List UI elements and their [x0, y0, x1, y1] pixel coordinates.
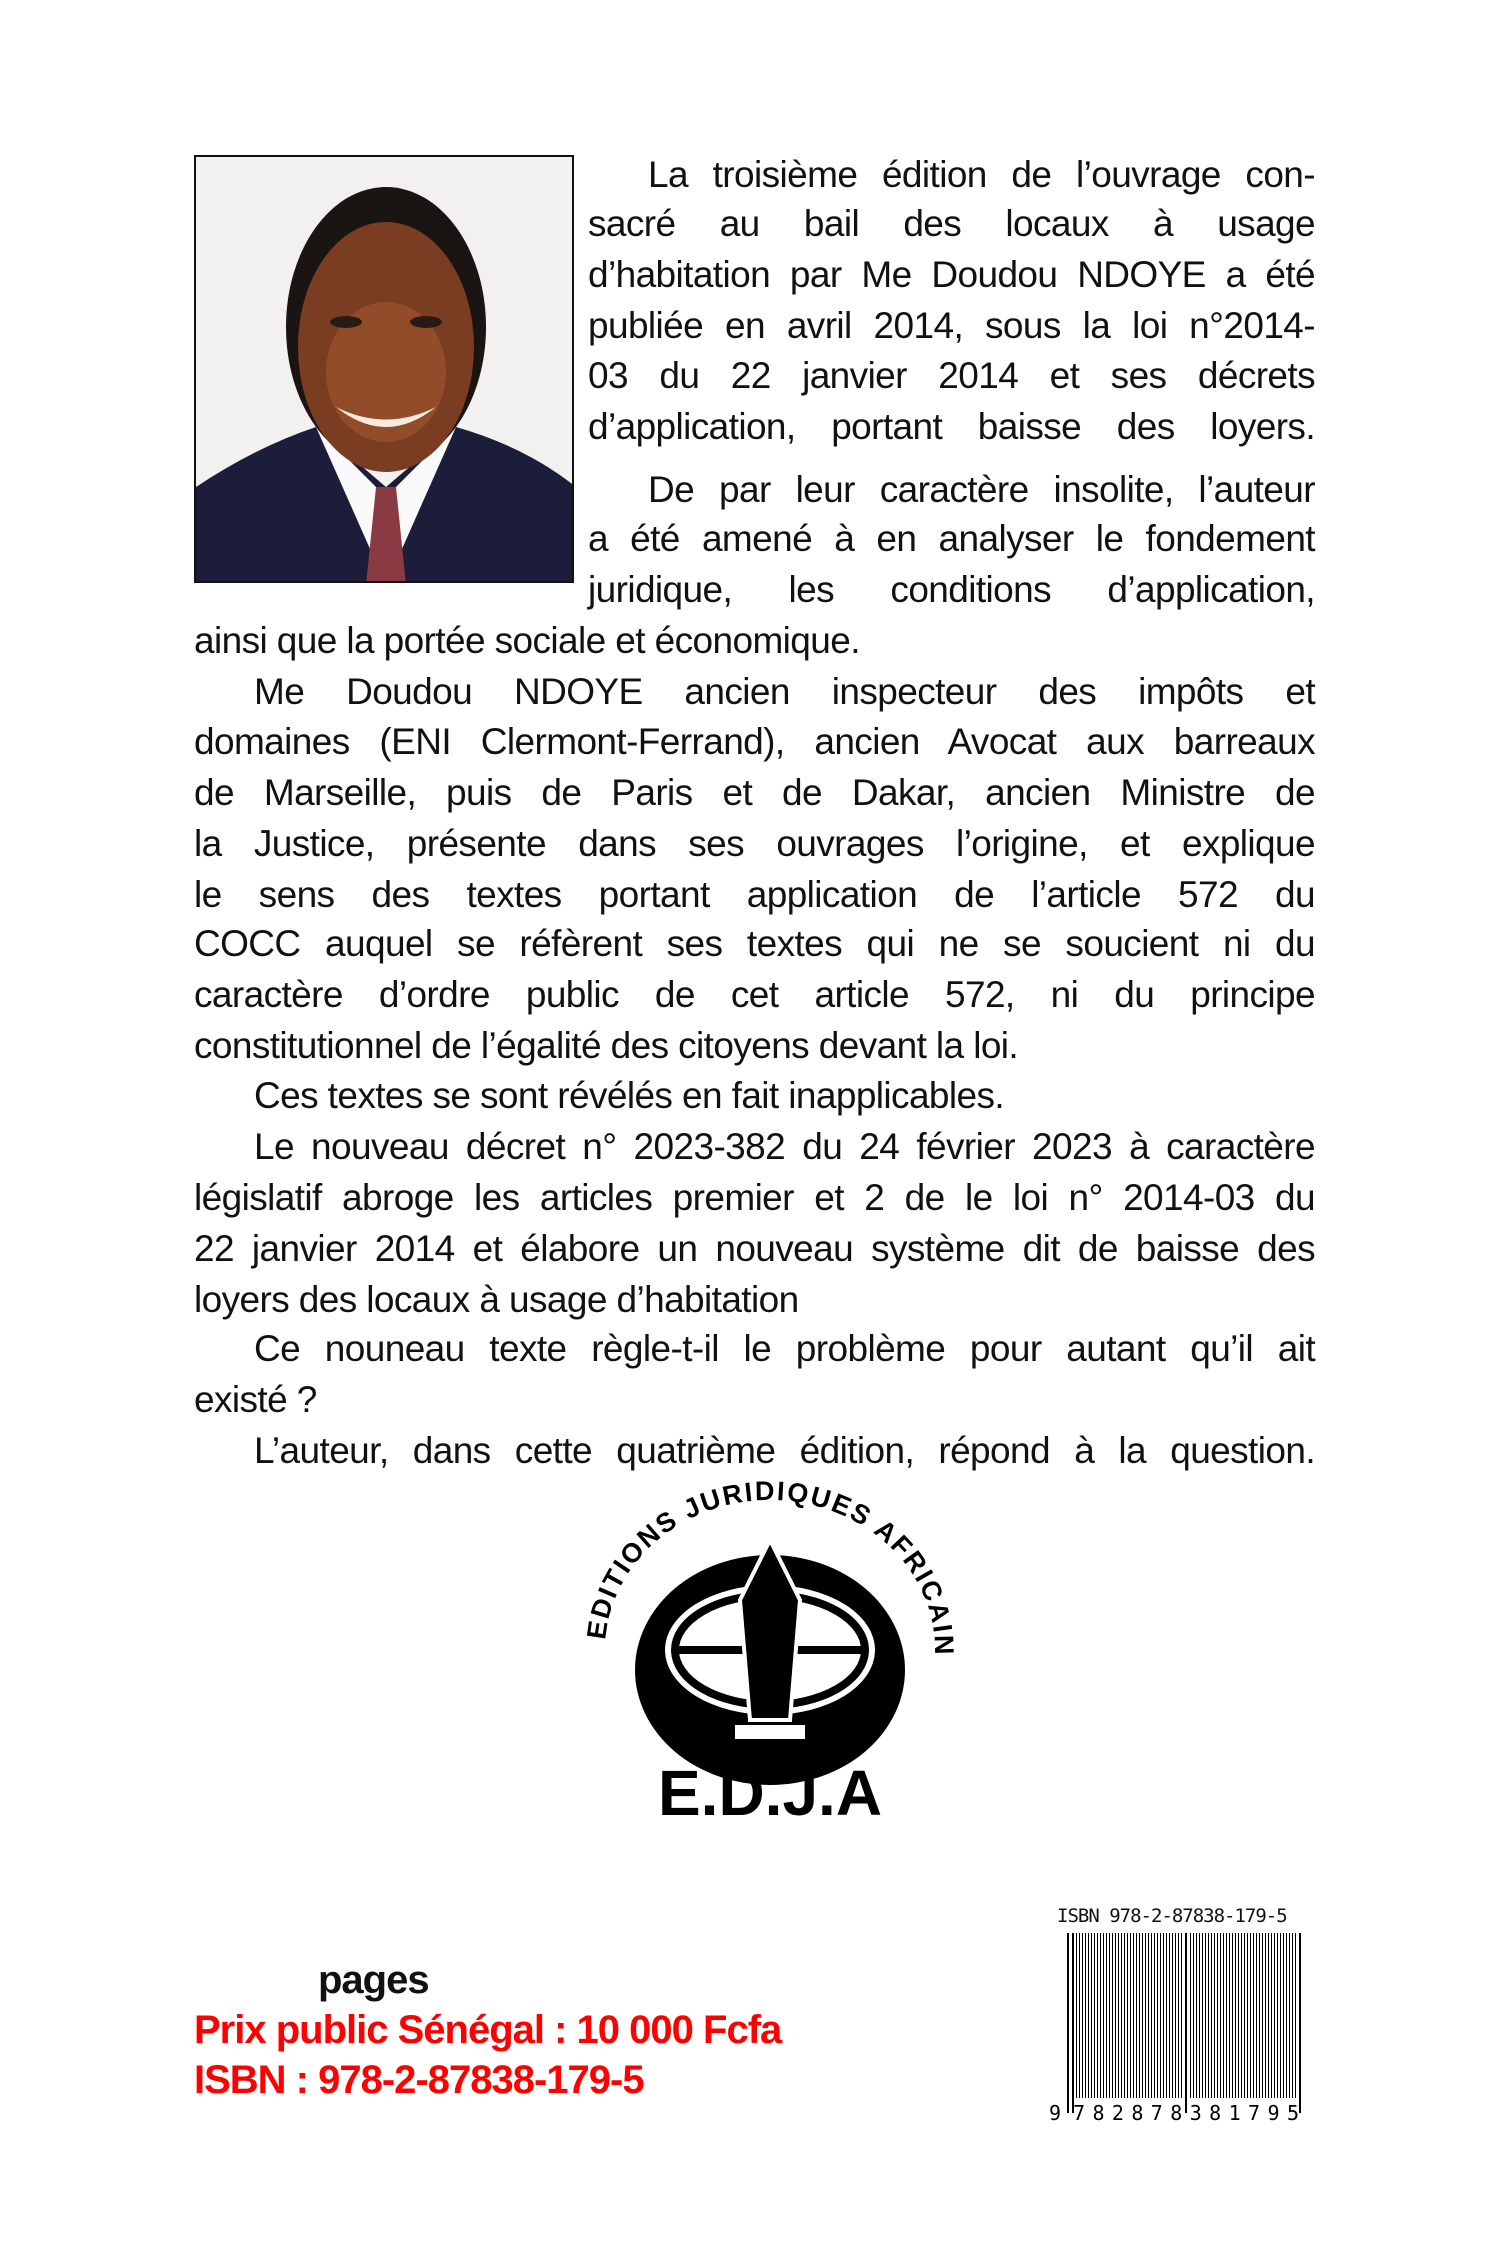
barcode-bar [1103, 1933, 1104, 2098]
barcode-bar [1124, 1933, 1125, 2098]
text-line: De par leur caractère insolite, l’auteur [648, 469, 1315, 510]
text-line: 03 du 22 janvier 2014 et ses décrets [588, 355, 1315, 396]
author-photo [194, 155, 574, 583]
barcode-bar [1157, 1933, 1158, 2098]
text-line: législatif abroge les articles premier et 2 de le loi n° 2014-03 du [194, 1177, 1315, 1218]
text-line: Le nouveau décret n° 2023-382 du 24 février 2023 à caractère [254, 1126, 1315, 1167]
barcode-bar [1268, 1933, 1269, 2098]
text-line: Ce nouneau texte règle-t-il le problème pour autant qu’il ait [254, 1328, 1315, 1369]
barcode-bar [1220, 1933, 1221, 2098]
barcode-bar [1226, 1933, 1227, 2098]
text-line: la Justice, présente dans ses ouvrages l’origine, et explique [194, 823, 1315, 864]
barcode-bar [1139, 1933, 1140, 2098]
barcode-bar [1274, 1933, 1275, 2098]
barcode [1045, 1905, 1325, 2125]
barcode-bar [1262, 1933, 1263, 2098]
barcode-bar [1286, 1933, 1287, 2098]
barcode-bar [1112, 1933, 1113, 2098]
barcode-bar [1082, 1933, 1083, 2098]
barcode-bar [1292, 1933, 1293, 2098]
barcode-bar [1127, 1933, 1128, 2098]
text-line: domaines (ENI Clermont-Ferrand), ancien Avocat aux barreaux [194, 721, 1315, 762]
barcode-bar [1223, 1933, 1224, 2098]
barcode-bar [1202, 1933, 1203, 2098]
barcode-bar [1091, 1933, 1092, 2098]
barcode-bar [1211, 1933, 1212, 2098]
barcode-bar [1238, 1933, 1239, 2098]
barcode-bar [1295, 1933, 1296, 2098]
text-line: COCC auquel se réfèrent ses textes qui ne se soucient ni du [194, 923, 1315, 964]
barcode-bar [1199, 1933, 1200, 2098]
barcode-bar [1085, 1933, 1086, 2098]
isbn-text: ISBN : 978-2-87838-179-5 [194, 2058, 644, 2102]
text-line: 22 janvier 2014 et élabore un nouveau système dit de baisse des [194, 1228, 1315, 1269]
svg-text:EDITIONS JURIDIQUES AFRICAINES: EDITIONS JURIDIQUES AFRICAIN [581, 1480, 960, 1657]
text-line: le sens des textes portant application de l’article 572 du [194, 874, 1315, 915]
barcode-bar [1235, 1933, 1236, 2098]
barcode-bar [1088, 1933, 1089, 2098]
barcode-bar [1185, 1933, 1187, 2113]
text-line: juridique, les conditions d’application, [588, 569, 1315, 610]
barcode-bar [1217, 1933, 1218, 2098]
barcode-bar [1094, 1933, 1095, 2098]
barcode-bar [1271, 1933, 1272, 2098]
barcode-first-digit: 9 [1049, 2101, 1062, 2125]
barcode-bar [1076, 1933, 1077, 2098]
text-line: d’habitation par Me Doudou NDOYE a été [588, 254, 1315, 295]
barcode-bar [1289, 1933, 1290, 2098]
barcode-bar [1166, 1933, 1167, 2098]
barcode-isbn-label: ISBN 978-2-87838-179-5 [1057, 1905, 1287, 1927]
barcode-bar [1121, 1933, 1122, 2098]
barcode-bar [1109, 1933, 1110, 2098]
barcode-bar [1172, 1933, 1173, 2098]
barcode-bar [1193, 1933, 1194, 2098]
barcode-bar [1244, 1933, 1245, 2098]
text-line: L’auteur, dans cette quatrième édition, répond à la question. [254, 1430, 1315, 1471]
barcode-bar [1115, 1933, 1116, 2098]
price-text: Prix public Sénégal : 10 000 Fcfa [194, 2008, 782, 2052]
edja-logo [560, 1480, 980, 1830]
barcode-bar [1253, 1933, 1254, 2098]
barcode-bar [1072, 1933, 1074, 2113]
barcode-bar [1151, 1933, 1152, 2098]
barcode-bar [1196, 1933, 1197, 2098]
barcode-bar [1142, 1933, 1143, 2098]
barcode-bar [1160, 1933, 1161, 2098]
barcode-bar [1175, 1933, 1176, 2098]
barcode-bar [1100, 1933, 1101, 2098]
text-line: existé ? [194, 1379, 317, 1420]
barcode-bar [1256, 1933, 1257, 2098]
barcode-bar [1118, 1933, 1119, 2098]
barcode-bar [1250, 1933, 1251, 2098]
barcode-bar [1299, 1933, 1301, 2113]
barcode-bar [1181, 1933, 1182, 2098]
barcode-bar [1259, 1933, 1260, 2098]
barcode-bar [1241, 1933, 1242, 2098]
barcode-bar [1133, 1933, 1134, 2098]
barcode-bar [1232, 1933, 1233, 2098]
barcode-bar [1280, 1933, 1281, 2098]
barcode-bar [1178, 1933, 1179, 2098]
barcode-bar [1079, 1933, 1080, 2098]
barcode-bar [1169, 1933, 1170, 2098]
text-line: d’application, portant baisse des loyers. [588, 406, 1315, 447]
barcode-bar [1136, 1933, 1137, 2098]
text-line: a été amené à en analyser le fondement [588, 518, 1315, 559]
text-line: Ces textes se sont révélés en fait inapplicables. [254, 1075, 1005, 1116]
barcode-digits: 782878381795 [1073, 2101, 1299, 2125]
barcode-bar [1130, 1933, 1131, 2098]
barcode-bar [1214, 1933, 1215, 2098]
barcode-bar [1277, 1933, 1278, 2098]
barcode-bar [1145, 1933, 1146, 2098]
barcode-bar [1163, 1933, 1164, 2098]
barcode-bar [1247, 1933, 1248, 2098]
text-line: constitutionnel de l’égalité des citoyens devant la loi. [194, 1025, 1019, 1066]
barcode-bar [1265, 1933, 1266, 2098]
text-line: La troisième édition de l’ouvrage con- [648, 154, 1315, 195]
barcode-bar [1106, 1933, 1107, 2098]
text-line: loyers des locaux à usage d’habitation [194, 1279, 799, 1320]
logo-initials: E.D.J.A [657, 1757, 883, 1829]
text-line: sacré au bail des locaux à usage [588, 203, 1315, 244]
barcode-bar [1148, 1933, 1149, 2098]
text-line: caractère d’ordre public de cet article 572, ni du principe [194, 974, 1315, 1015]
text-line: Me Doudou NDOYE ancien inspecteur des impôts et [254, 671, 1315, 712]
text-line: publiée en avril 2014, sous la loi n°2014- [588, 305, 1315, 346]
text-line: ainsi que la portée sociale et économique. [194, 620, 860, 661]
barcode-bar [1283, 1933, 1284, 2098]
barcode-bar [1208, 1933, 1209, 2098]
barcode-bar [1154, 1933, 1155, 2098]
barcode-bar [1190, 1933, 1191, 2098]
barcode-bar [1097, 1933, 1098, 2098]
page-count-label: pages [318, 1958, 429, 2002]
text-line: de Marseille, puis de Paris et de Dakar, ancien Ministre de [194, 772, 1315, 813]
barcode-bar [1205, 1933, 1206, 2098]
barcode-bar [1229, 1933, 1230, 2098]
barcode-bar [1067, 1933, 1069, 2113]
